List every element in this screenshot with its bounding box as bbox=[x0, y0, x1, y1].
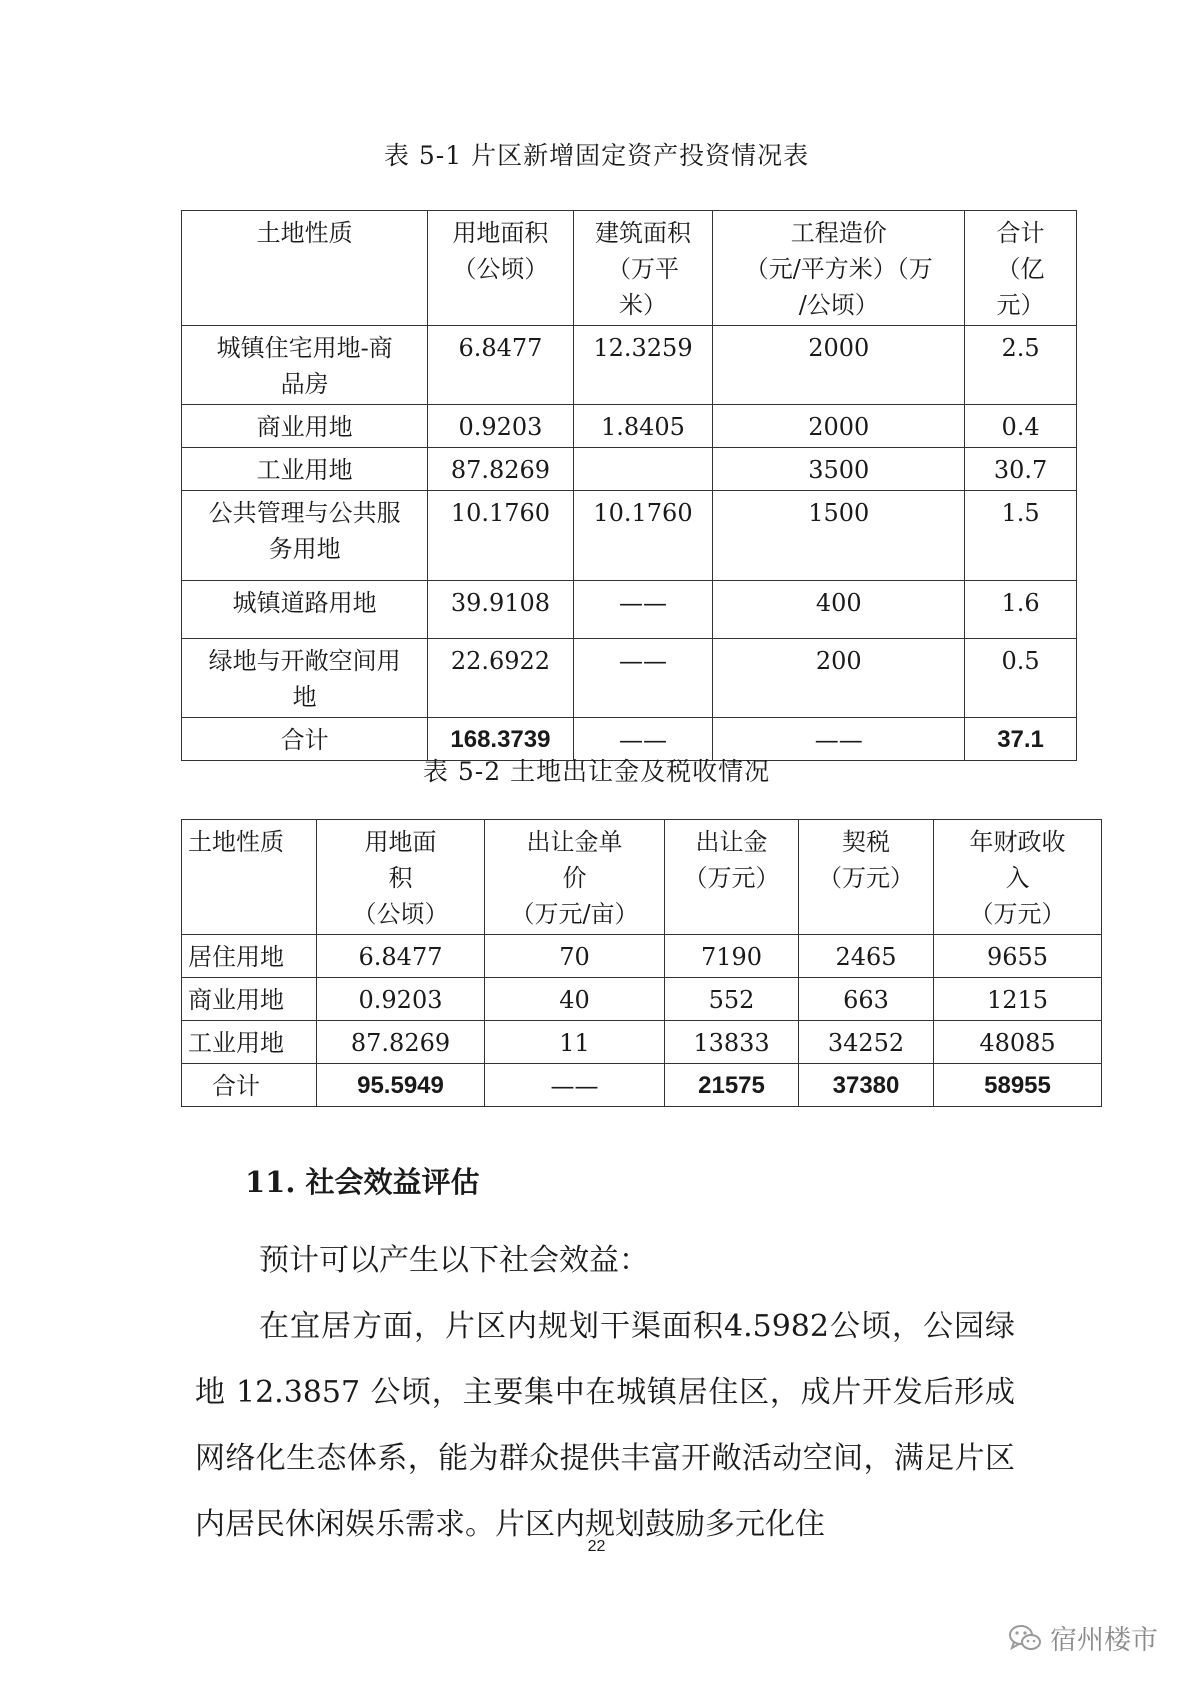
watermark-text: 宿州楼市 bbox=[1050, 1625, 1158, 1656]
table-cell: 200 bbox=[713, 639, 965, 718]
page-number: 22 bbox=[587, 1538, 606, 1555]
header-cell: 土地性质 bbox=[182, 820, 317, 935]
table-cell: 1215 bbox=[934, 978, 1102, 1021]
table-cell: 0.9203 bbox=[317, 978, 485, 1021]
table-row bbox=[182, 326, 1077, 405]
table-cell: 22.6922 bbox=[428, 639, 573, 718]
table-row bbox=[182, 448, 1077, 491]
table-cell: 37.1 bbox=[965, 718, 1077, 761]
table-row bbox=[182, 1021, 1102, 1064]
table-cell: 552 bbox=[665, 978, 799, 1021]
header-cell: 土地性质 bbox=[182, 211, 428, 326]
table-cell: 6.8477 bbox=[317, 935, 485, 978]
table-header-row bbox=[182, 820, 1102, 935]
table-cell: 城镇道路用地 bbox=[182, 581, 428, 639]
header-cell: 工程造价 （元/平方米）（万 /公顷） bbox=[713, 211, 965, 326]
table-cell: 合计 bbox=[182, 1064, 317, 1107]
table-cell: 87.8269 bbox=[317, 1021, 485, 1064]
table-cell: 0.9203 bbox=[428, 405, 573, 448]
header-cell: 合计 （亿 元） bbox=[965, 211, 1077, 326]
table-cell: 13833 bbox=[665, 1021, 799, 1064]
table2-caption: 表 5-2 土地出让金及税收情况 bbox=[422, 757, 771, 786]
table-cell: 39.9108 bbox=[428, 581, 573, 639]
table-cell: 48085 bbox=[934, 1021, 1102, 1064]
table1-caption: 表 5-1 片区新增固定资产投资情况表 bbox=[383, 141, 810, 170]
table-cell: 37380 bbox=[799, 1064, 934, 1107]
paragraph: 在宜居方面，片区内规划干渠面积4.5982公顷，公园绿地 12.3857 公顷，主要集中在城镇居住区，成片开发后形成网络化生态体系，能为群众提供丰富开敞活动空间，满足片区内居民休闲娱乐需求。片区内规划鼓励多元化住 bbox=[195, 1309, 1015, 1542]
table-cell: 0.4 bbox=[965, 405, 1077, 448]
table-cell: 30.7 bbox=[965, 448, 1077, 491]
table-row bbox=[182, 405, 1077, 448]
table-cell: 商业用地 bbox=[182, 978, 317, 1021]
table-cell: 9655 bbox=[934, 935, 1102, 978]
table-cell: 34252 bbox=[799, 1021, 934, 1064]
table-cell: 1.8405 bbox=[573, 405, 713, 448]
table-cell: 10.1760 bbox=[428, 491, 573, 581]
table-cell: 工业用地 bbox=[182, 1021, 317, 1064]
header-cell: 建筑面积 （万平 米） bbox=[573, 211, 713, 326]
section-heading: 11. 社会效益评估 bbox=[245, 1165, 480, 1199]
table-cell: 2.5 bbox=[965, 326, 1077, 405]
table-cell: —— bbox=[573, 718, 713, 761]
table-cell: 12.3259 bbox=[573, 326, 713, 405]
table-row bbox=[182, 581, 1077, 639]
table-cell: —— bbox=[573, 581, 713, 639]
table-cell: 1.5 bbox=[965, 491, 1077, 581]
table-cell: 168.3739 bbox=[428, 718, 573, 761]
table-cell: 合计 bbox=[182, 718, 428, 761]
header-cell: 用地面 积 （公顷） bbox=[317, 820, 485, 935]
table-cell: 3500 bbox=[713, 448, 965, 491]
table-cell: —— bbox=[573, 639, 713, 718]
section-body bbox=[195, 1228, 1015, 1558]
table-row bbox=[182, 935, 1102, 978]
table-cell: 6.8477 bbox=[428, 326, 573, 405]
investment-table bbox=[181, 210, 1077, 761]
table-cell: 城镇住宅用地-商 品房 bbox=[182, 326, 428, 405]
table-cell: 40 bbox=[485, 978, 665, 1021]
header-cell: 出让金 （万元） bbox=[665, 820, 799, 935]
header-cell: 出让金单 价 （万元/亩） bbox=[485, 820, 665, 935]
table-cell: 0.5 bbox=[965, 639, 1077, 718]
table-cell: 87.8269 bbox=[428, 448, 573, 491]
table-cell: 商业用地 bbox=[182, 405, 428, 448]
table-cell: 70 bbox=[485, 935, 665, 978]
table-cell: 7190 bbox=[665, 935, 799, 978]
table-cell: 居住用地 bbox=[182, 935, 317, 978]
table-row bbox=[182, 491, 1077, 581]
table-row bbox=[182, 639, 1077, 718]
table-cell: 21575 bbox=[665, 1064, 799, 1107]
wechat-icon bbox=[1008, 1623, 1042, 1653]
table-cell: 2000 bbox=[713, 405, 965, 448]
table-cell: 95.5949 bbox=[317, 1064, 485, 1107]
header-cell: 契税 （万元） bbox=[799, 820, 934, 935]
table-cell: 400 bbox=[713, 581, 965, 639]
table-cell: 58955 bbox=[934, 1064, 1102, 1107]
table-cell: 1500 bbox=[713, 491, 965, 581]
table-cell: 11 bbox=[485, 1021, 665, 1064]
table-cell: —— bbox=[485, 1064, 665, 1107]
header-cell: 用地面积 （公顷） bbox=[428, 211, 573, 326]
table-cell: —— bbox=[713, 718, 965, 761]
header-cell: 年财政收 入 （万元） bbox=[934, 820, 1102, 935]
table-header-row bbox=[182, 211, 1077, 326]
table-cell: 1.6 bbox=[965, 581, 1077, 639]
table-cell bbox=[573, 448, 713, 491]
table-cell: 工业用地 bbox=[182, 448, 428, 491]
table-cell: 2000 bbox=[713, 326, 965, 405]
land-revenue-table bbox=[181, 819, 1102, 1107]
watermark bbox=[1008, 1618, 1158, 1657]
table-total-row bbox=[182, 1064, 1102, 1107]
table-cell: 公共管理与公共服 务用地 bbox=[182, 491, 428, 581]
table-cell: 10.1760 bbox=[573, 491, 713, 581]
table-cell: 绿地与开敞空间用 地 bbox=[182, 639, 428, 718]
paragraph: 预计可以产生以下社会效益： bbox=[259, 1243, 649, 1278]
table-cell: 2465 bbox=[799, 935, 934, 978]
table-row bbox=[182, 978, 1102, 1021]
table-cell: 663 bbox=[799, 978, 934, 1021]
